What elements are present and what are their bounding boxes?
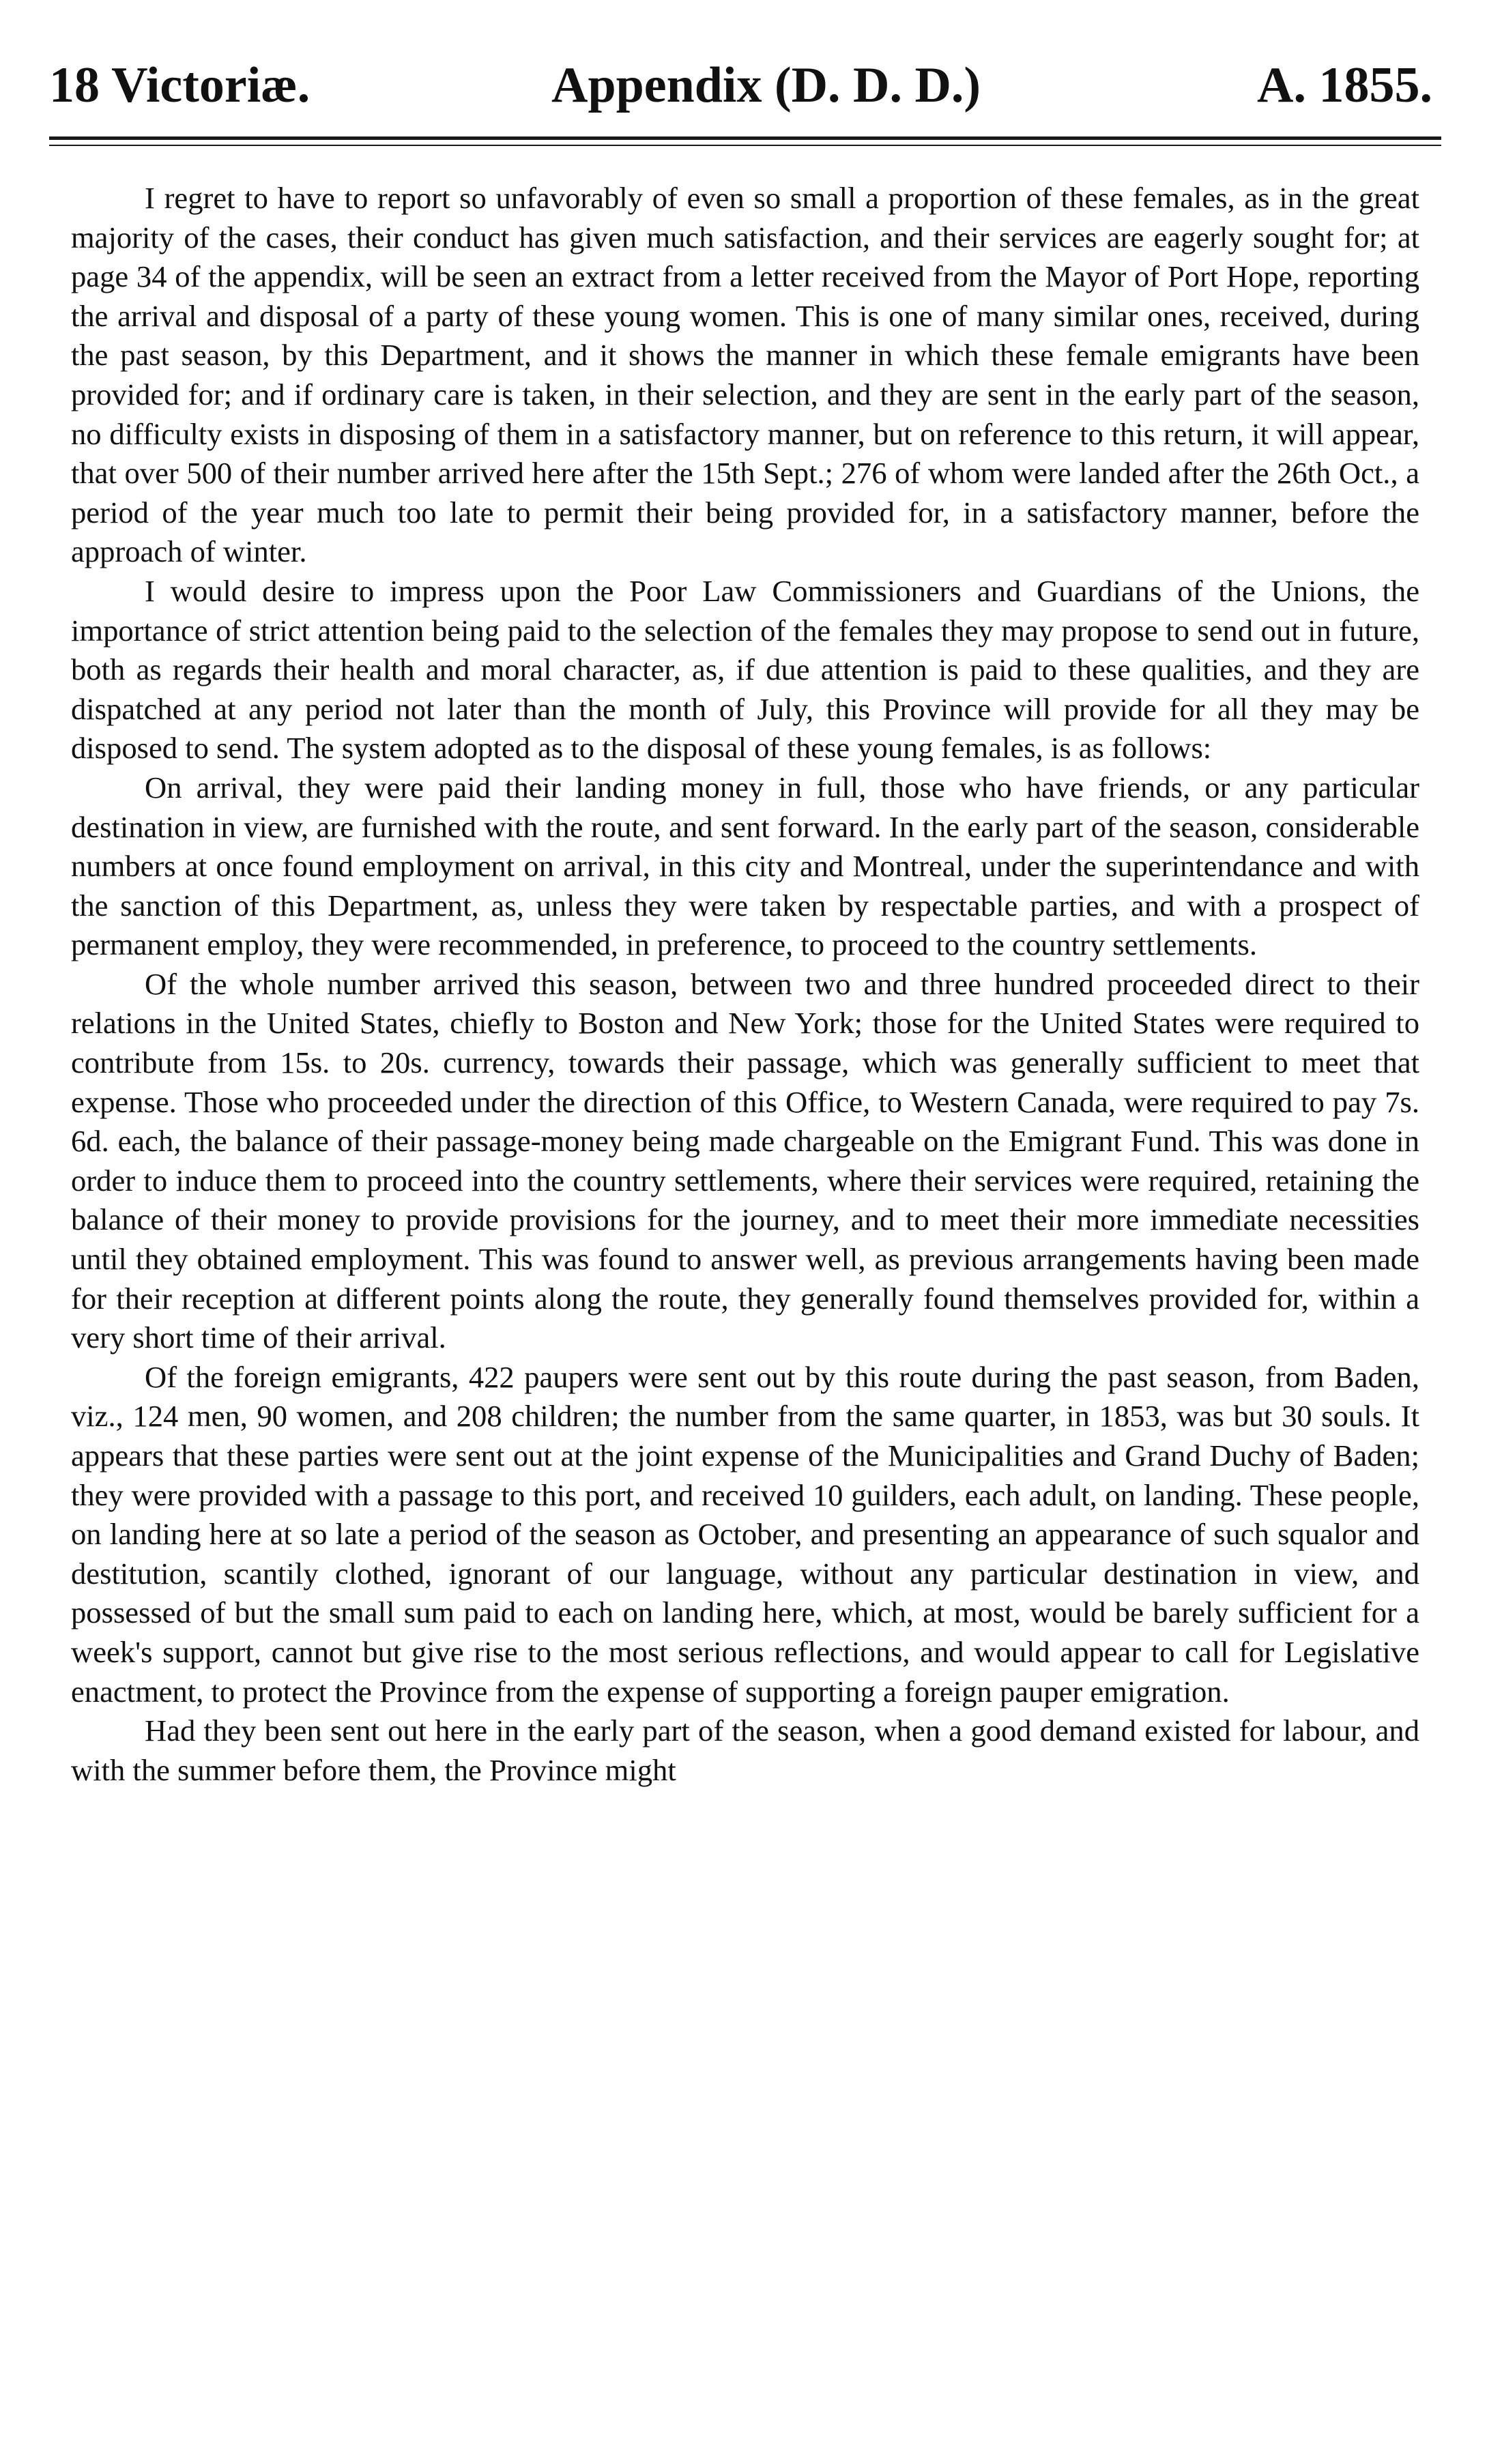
- paragraph: I would desire to impress upon the Poor Law Commissioners and Guardians of the Unions, the importance of strict attention being paid to the selection of the females they may propose to send out in future, both as regards their health and moral character, as, if due attention is paid to these qualities, and they are dispatched at any period not later than the month of July, this Province will provide for all they may be disposed to send. The system adopted as to the disposal of these young females, is as follows:: [71, 573, 1419, 766]
- paragraph: On arrival, they were paid their landing money in full, those who have friends, or any particular destination in view, are furnished with the route, and sent forward. In the early part of the season, considerable numbers at once found employment on arrival, in this city and Montreal, under the superintendance and with the sanction of this Department, as, unless they were taken by respectable parties, and with a prospect of permanent employ, they were recommended, in preference, to proceed to the country settlements.: [71, 770, 1419, 962]
- header-year: A. 1855.: [1257, 57, 1432, 113]
- running-header: [0, 48, 1502, 123]
- paragraph: Had they been sent out here in the early part of the season, when a good demand existed for labour, and with the summer before them, the Province might: [71, 1713, 1419, 1787]
- header-rule-thick: [49, 136, 1441, 140]
- paragraph: Of the whole number arrived this season, between two and three hundred proceeded direct to their relations in the United States, chiefly to Boston and New York; those for the United States were required to contribute from 15s. to 20s. currency, towards their passage, which was generally sufficient to meet that expense. Those who proceeded under the direction of this Office, to Western Canada, were required to pay 7s. 6d. each, the balance of their passage-money being made chargeable on the Emigrant Fund. This was done in order to induce them to proceed into the country settlements, where their services were required, retaining the balance of their money to provide provisions for the journey, and to meet their more immediate necessities until they obtained employment. This was found to answer well, as previous arrangements having been made for their reception at different points along the route, they generally found themselves provided for, within a very short time of their arrival.: [71, 966, 1419, 1355]
- header-appendix-title: Appendix (D. D. D.): [551, 57, 981, 113]
- header-rule-thin: [49, 145, 1441, 146]
- paragraph: I regret to have to report so unfavorably of even so small a proportion of these females, as in the great majority of the cases, their conduct has given much satisfaction, and their services are eagerly sought for; at page 34 of the appendix, will be seen an extract from a letter received from the Mayor of Port Hope, reporting the arrival and disposal of a party of these young women. This is one of many similar ones, received, during the past season, by this Department, and it shows the manner in which these female emigrants have been provided for; and if ordinary care is taken, in their selection, and they are sent in the early part of the season, no difficulty exists in disposing of them in a satisfactory manner, but on reference to this return, it will appear, that over 500 of their number arrived here after the 15th Sept.; 276 of whom were landed after the 26th Oct., a period of the year much too late to permit their being provided for, in a satisfactory manner, before the approach of winter.: [71, 181, 1419, 569]
- body-text: [71, 179, 1419, 1790]
- paragraph: Of the foreign emigrants, 422 paupers were sent out by this route during the past season, from Baden, viz., 124 men, 90 women, and 208 children; the number from the same quarter, in 1853, was but 30 souls. It appears that these parties were sent out at the joint expense of the Municipalities and Grand Duchy of Baden; they were provided with a passage to this port, and received 10 guilders, each adult, on landing. These people, on landing here at so late a period of the season as October, and presenting an appearance of such squalor and destitution, scantily clothed, ignorant of our language, without any particular destination in view, and possessed of but the small sum paid to each on landing here, which, at most, would be barely sufficient for a week's support, cannot but give rise to the most serious reflections, and would appear to call for Legislative enactment, to protect the Province from the expense of supporting a foreign pauper emigration.: [71, 1359, 1419, 1709]
- header-session: 18 Victoriæ.: [49, 57, 310, 113]
